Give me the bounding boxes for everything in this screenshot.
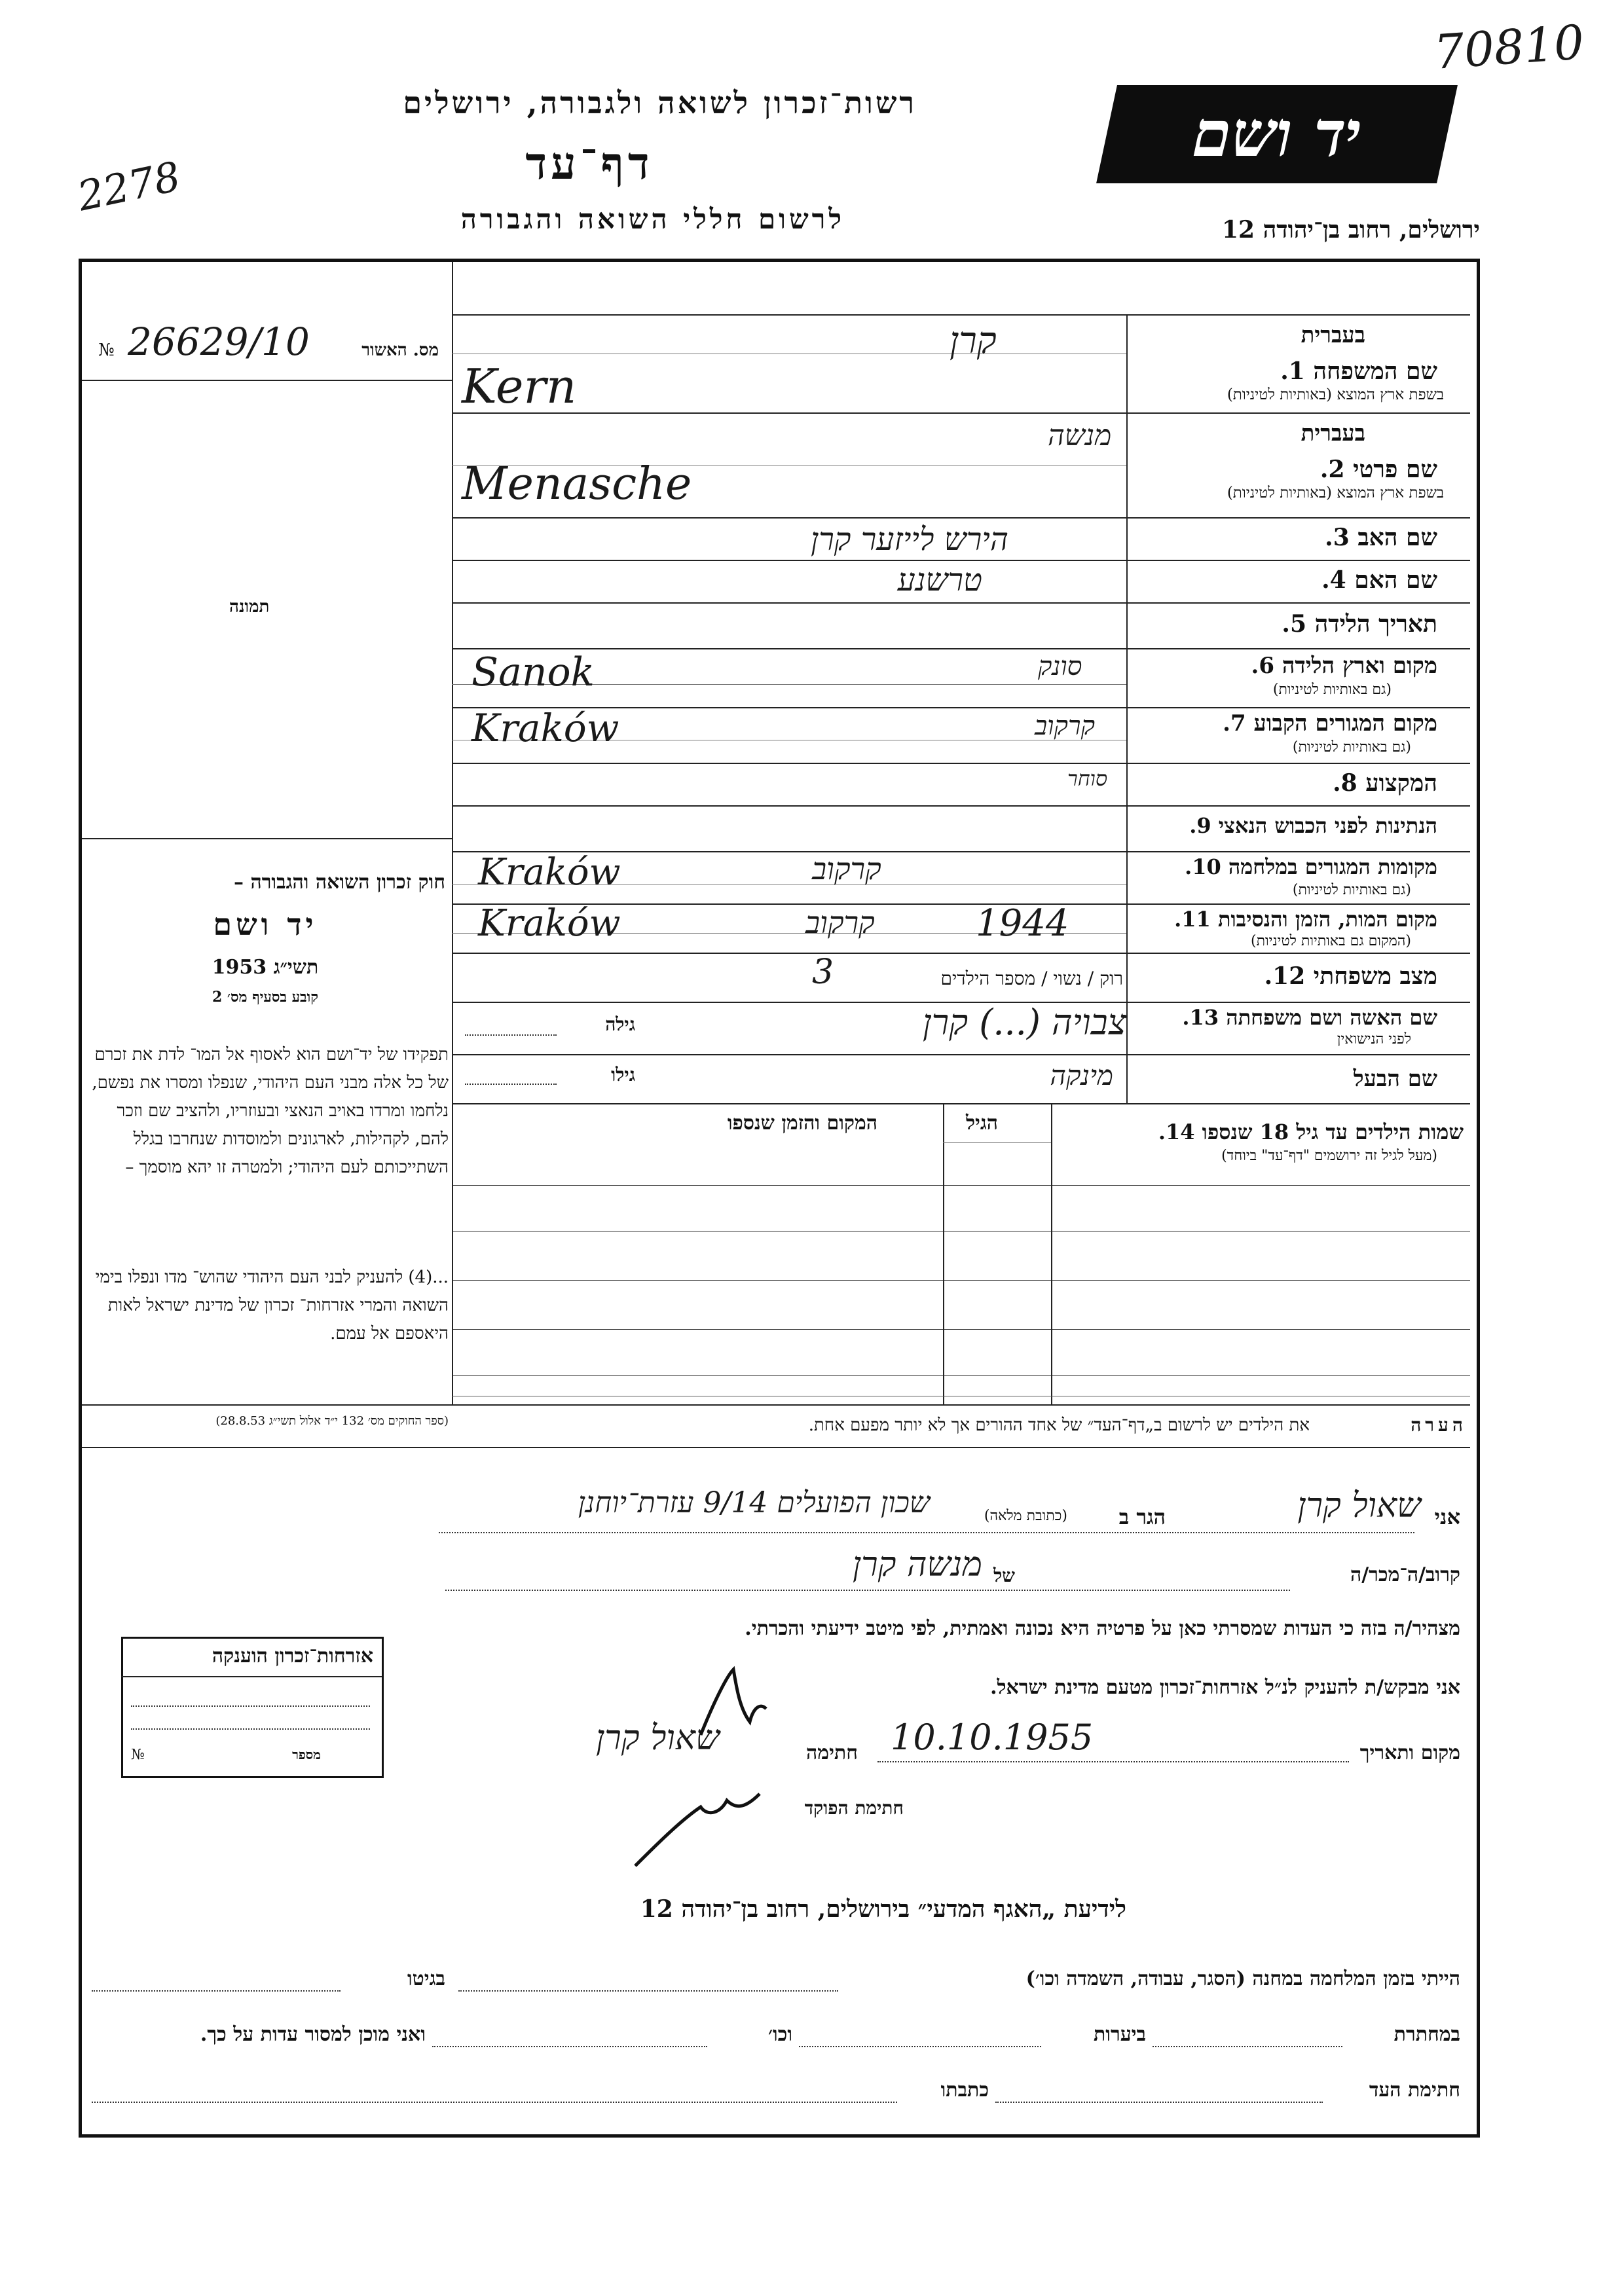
f3-label: שם האב 3.	[1325, 524, 1437, 551]
f4-value: טרשנע	[897, 562, 982, 598]
f8-label: המקצוע 8.	[1333, 769, 1437, 797]
form-title: דף־עד	[525, 137, 654, 190]
deceased-name: מנשה קרן	[852, 1545, 982, 1584]
declarant-signature: שאול קרן	[596, 1719, 720, 1758]
f11-value-lat: Kraków	[478, 902, 621, 945]
f1-sub-latin: בשפת ארץ המוצא (באותיות לטיניות)	[1227, 386, 1444, 403]
f1-value-he: קרן	[950, 319, 997, 362]
decl-request: אני מבקש/ת להעניק לנ״ל אזרחות־זכרון מטעם מדינת ישראל.	[990, 1676, 1460, 1699]
children-subtitle: (מעל לגיל זה ירושמים "דף־עד" ביוחד)	[1221, 1148, 1437, 1164]
bottom-forests: ביערות	[1093, 2023, 1146, 2046]
f6-sub: (גם באותיות לטיניות)	[1272, 682, 1392, 698]
decl-address: שכון הפועלים 9/14 עזרת־יוחנן	[578, 1486, 930, 1520]
officer-signature-label: חתימת הפוקד	[804, 1797, 904, 1819]
decl-statement: מצהיר/ה בזה כי העדות שמסרתי כאן על פרטיה היא נכונה ואמתית, לפי מיטב ידיעתי והכרתי.	[745, 1617, 1460, 1640]
bottom-heading: לידיעת „האגף המדעי״ בירושלים, רחוב בן־יהודה 12	[640, 1895, 1126, 1923]
yad-vashem-logo	[1096, 85, 1458, 183]
f6-label: מקום וארץ הלידה 6.	[1251, 653, 1437, 679]
logo-text: יד ושם	[1185, 97, 1369, 171]
law-paragraph-1: תפקידו של יד־ושם הוא לאסוף אל המו־ לדת את זכרם של כל אלה מבני העם היהודי, שנפלו ומסרו את נפשם, נלחמו ומרדו באויב הנאצי ובעוזריו, ולהציב שם וזכר להם, לקהילות, לארגונים ולמוסדות שנחרבו בגלל השתייכותם לעם היהודי; ולמטרה זו יהא מוסמך –	[92, 1045, 449, 1177]
f10-label: מקומות המגורים במלחמה 10.	[1185, 854, 1437, 879]
f4-label: שם האם 4.	[1321, 566, 1437, 594]
decl-residing: הגר ב	[1118, 1504, 1166, 1529]
bottom-ghetto: בגיטו	[407, 1967, 445, 1990]
citizenship-no-mark: №	[131, 1747, 145, 1763]
col-age-header: הגיל	[966, 1112, 999, 1135]
f13-age-label: גילה	[605, 1013, 635, 1035]
f10-value-he: קרקוב	[812, 851, 881, 886]
f12-options: רוק / נשוי / מספר הילדים	[940, 968, 1123, 989]
law-title: חוק זכרון השואה והגבורה –	[234, 871, 445, 894]
decl-date: 10.10.1955	[891, 1717, 1094, 1758]
husband-age-label: גילו	[611, 1064, 635, 1085]
authority-title: רשות־זכרון לשואה ולגבורה, ירושלים	[403, 85, 917, 120]
f13-sub: לפני הנישואין	[1337, 1031, 1411, 1048]
f12-label: מצב משפחתי 12.	[1264, 962, 1437, 990]
f13-value: צבויה (...) קרן	[922, 1002, 1126, 1043]
bottom-camp-line: הייתי בזמן המלחמה במחנה (הסגר, עבודה, השמדה וכו׳)	[1025, 1967, 1460, 1990]
approval-no-mark: №	[98, 340, 115, 360]
note-text: את הילדים יש לרשום ב„דף־העד״ של אחד ההורים אך לא יותר מפעם אחת.	[808, 1415, 1310, 1435]
law-year: תשי״ג 1953	[212, 956, 319, 979]
bottom-ready: ואני מוכן למסור עדות על כך.	[200, 2023, 426, 2046]
f6-value-he: סונק	[1038, 651, 1082, 682]
bottom-underground: במחתרת	[1393, 2023, 1460, 2046]
f10-sub: (גם באותיות לטיניות)	[1292, 882, 1411, 898]
law-name: יד ושם	[213, 907, 318, 942]
law-paragraph-2: ...(4) להעניק לבני העם היהודי שהוש־ מדו ונפלו בימי השואה והמרי אזרחות־ זכרון של מדינת ישראל לאות היאספם אל עמם.	[95, 1267, 449, 1343]
f2-label: שם פרטי 2.	[1320, 456, 1437, 483]
institution-address: ירושלים, רחוב בן־יהודה 12	[1221, 216, 1480, 244]
f2-value-he: מנשה	[1048, 419, 1112, 452]
f7-value-he: קרקוב	[1035, 711, 1095, 741]
signature-label: חתימה	[806, 1741, 858, 1764]
f5-label: תאריך הלידה 5.	[1282, 610, 1437, 638]
law-clause: קובע בסעיף מס׳ 2	[212, 989, 319, 1006]
officer-signature	[629, 1781, 773, 1872]
bottom-address: כתבתו	[940, 2079, 989, 2102]
f-husband-label: שם הבעל	[1353, 1066, 1437, 1092]
bottom-witness-sig: חתימת העד	[1369, 2079, 1460, 2102]
f12-children: 3	[812, 953, 834, 992]
citizenship-title: אזרחות־זכרון הוענקה	[212, 1645, 373, 1667]
f9-label: הנתינות לפני הכבוש הנאצי 9.	[1189, 813, 1437, 838]
f6-value-lat: Sanok	[471, 649, 595, 695]
declarant-name: שאול קרן	[1297, 1486, 1421, 1525]
stamp-number: 2278	[73, 152, 185, 221]
husband-value: מינקה	[1050, 1059, 1113, 1091]
f10-value-lat: Kraków	[478, 851, 621, 894]
bottom-etc: וכו׳	[768, 2023, 792, 2046]
decl-ani: אני	[1434, 1504, 1460, 1529]
children-title: שמות הילדים עד גיל 18 שנספו 14.	[1158, 1120, 1464, 1144]
f8-value: סוחר	[1067, 766, 1108, 791]
form-subtitle: לרשום חללי השואה והגבורה	[460, 203, 845, 235]
decl-address-label: (כתובת מלאה)	[984, 1508, 1067, 1524]
f7-label: מקום המגורים הקבוע 7.	[1223, 710, 1437, 737]
f3-value: הירש לייזער קרן	[810, 521, 1008, 558]
f11-value-he: קרקוב	[805, 905, 875, 940]
archive-number: 70810	[1432, 14, 1586, 80]
f11-year: 1944	[976, 902, 1069, 945]
decl-of: של	[993, 1565, 1015, 1586]
f7-sub: (גם באותיות לטיניות)	[1292, 739, 1411, 756]
f7-value-lat: Kraków	[471, 706, 619, 750]
signature-flourish	[688, 1663, 773, 1741]
law-reference: (ספר החוקים מס׳ 132 י״ד אלול תשי״ג 28.8.53)	[215, 1414, 449, 1428]
f13-label: שם האשה ושם משפחתה 13.	[1182, 1005, 1437, 1030]
f1-value-lat: Kern	[462, 359, 577, 414]
photo-label: תמונה	[229, 597, 270, 617]
f1-sub-hebrew: בעברית	[1301, 322, 1365, 348]
f2-value-lat: Menasche	[462, 458, 692, 510]
relation-label: קרוב/ה־מכר/ה	[1350, 1563, 1460, 1586]
f2-sub-hebrew: בעברית	[1301, 420, 1365, 446]
place-date-label: מקום ותאריך	[1359, 1741, 1460, 1764]
f1-label: שם המשפחה 1.	[1280, 357, 1437, 385]
col-place-header: המקום והזמן שנספו	[727, 1112, 877, 1135]
approval-number: 26629/10	[128, 319, 310, 364]
approval-label: מס. האשור	[361, 340, 439, 360]
f11-sub: (המקום גם באותיות לטיניות)	[1251, 933, 1411, 949]
note-label: הערה	[1411, 1414, 1467, 1436]
citizenship-number-label: מספר	[292, 1747, 321, 1762]
f11-label: מקום המות, הזמן והנסיבות 11.	[1174, 907, 1437, 932]
f2-sub-latin: בשפת ארץ המוצא (באותיות לטיניות)	[1227, 484, 1444, 501]
